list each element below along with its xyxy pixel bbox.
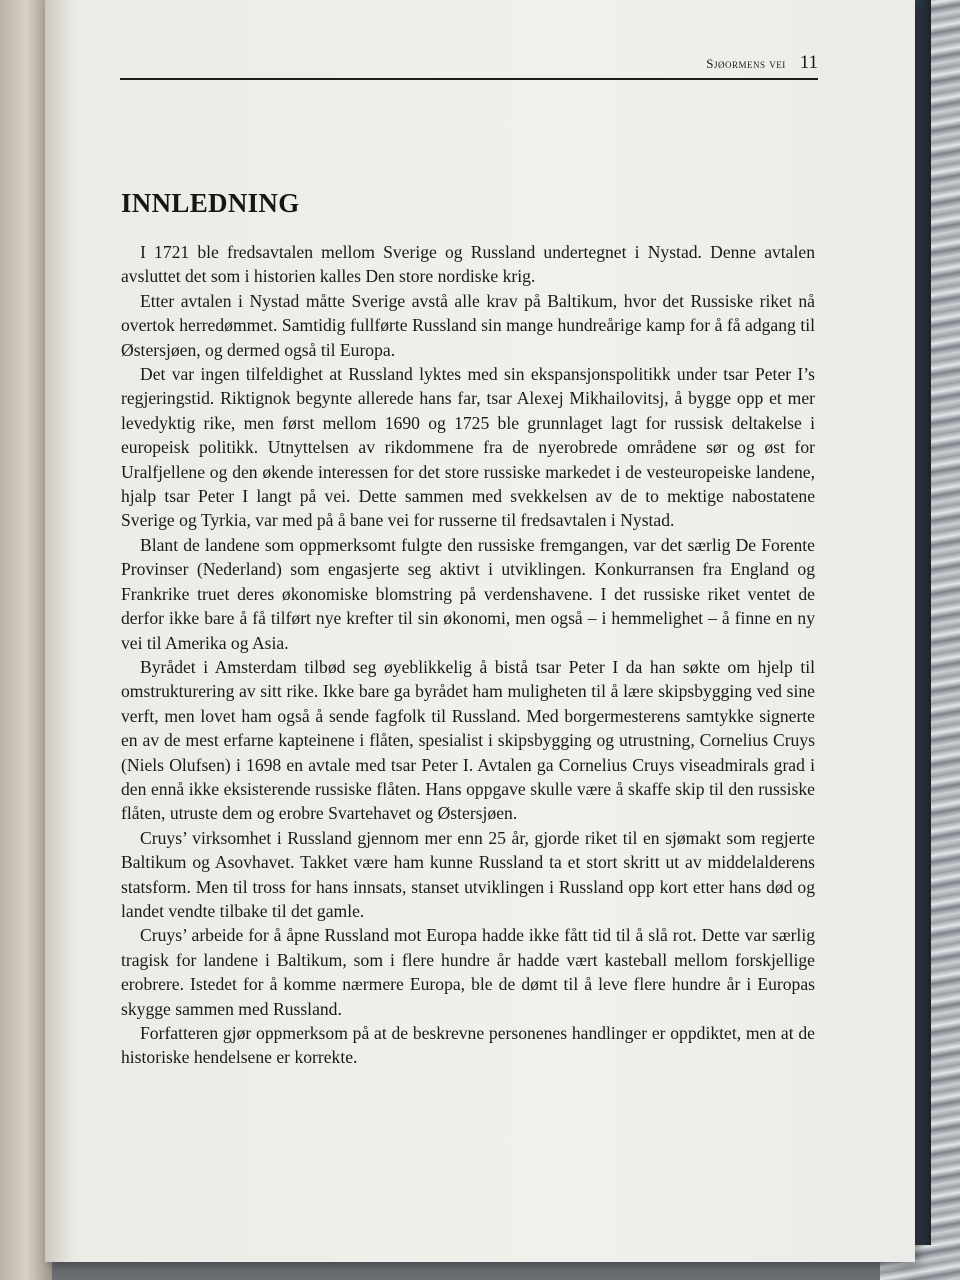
chapter-body	[121, 240, 815, 1070]
paragraph: Blant de landene som oppmerksomt fulgte den russiske fremgangen, var det særlig De Forente Provinser (Nederland) som engasjerte seg aktivt i utviklingen. Konkurransen fra England og Frankrike truet deres økonomiske blomstring på verdenshavene. I det russiske riket ventet de derfor ikke bare å få tilført nye krefter til sin økonomi, men også – i hemmelighet – å finne en ny vei til Amerika og Asia.	[121, 534, 815, 653]
paragraph: Byrådet i Amsterdam tilbød seg øyeblikkelig å bistå tsar Peter I da han søkte om hjelp til omstrukturering av sitt rike. Ikke bare ga byrådet ham muligheten til å lære skipsbygging ved sine verft, men lovet ham også å sende fagfolk til Russland. Med borgermesterens samtykke signerte en av de mest erfarne kapteinene i flåten, spesialist i skipsbygging og utrustning, Cornelius Cruys (Niels Olufsen) i 1698 en avtale med tsar Peter I. Avtalen ga Cornelius Cruys viseadmirals grad i den ennå ikke eksisterende russiske flåten. Hans oppgave skulle være å skaffe skip til den russiske flåten, utruste dem og erobre Svartehavet og Østersjøen.	[121, 656, 815, 824]
paragraph: Etter avtalen i Nystad måtte Sverige avstå alle krav på Baltikum, hvor det Russiske riket nå overtok herredømmet. Samtidig fullførte Russland sin mange hundreårige kamp for å få adgang til Østersjøen, og dermed også til Europa.	[121, 290, 815, 360]
paragraph: Det var ingen tilfeldighet at Russland lyktes med sin ekspansjonspolitikk under tsar Peter I’s regjeringstid. Riktignok begynte allerede hans far, tsar Alexej Mikhailovitsj, å bygge opp et mer levedyktig rike, men først mellom 1690 og 1725 ble grunnlaget lagt for russisk deltakelse i europeisk politikk. Utnyttelsen av rikdommene fra de nyerobrede områdene sør og øst for Uralfjellene og den økende interessen for det store russiske markedet i de vesteuropeiske landene, hjalp tsar Peter I langt på vei. Dette sammen med svekkelsen av de to mektige nabostatene Sverige og Tyrkia, var med på å bane vei for russerne til fredsavtalen i Nystad.	[121, 364, 815, 531]
running-head	[120, 52, 818, 74]
chapter-title: INNLEDNING	[121, 188, 300, 218]
paragraph: I 1721 ble fredsavtalen mellom Sverige og Russland undertegnet i Nystad. Denne avtalen avsluttet det som i historien kalles Den store nordiske krig.	[121, 242, 815, 287]
paragraph: Cruys’ arbeide for å åpne Russland mot Europa hadde ikke fått tid til å slå rot. Dette var særlig tragisk for landene i Baltikum, som i flere hundre år hadde vært kasteball mellom forskjellige erobrere. Istedet for å komme nærmere Europa, ble de dømt til å leve flere hundre år i Europas skygge sammen med Russland.	[121, 925, 815, 1019]
paragraph: Forfatteren gjør oppmerksom på at de beskrevne personenes handlinger er oppdiktet, men at de historiske hendelsene er korrekte.	[121, 1023, 815, 1068]
page-number: 11	[799, 52, 818, 73]
header-rule	[120, 78, 818, 80]
running-title: Sjøormens vei	[706, 56, 786, 71]
paragraph: Cruys’ virksomhet i Russland gjennom mer enn 25 år, gjorde riket til en sjømakt som regjerte Baltikum og Asovhavet. Takket være ham kunne Russland ta et stort skritt ut av middelalderens statsform. Men til tross for hans innsats, stanset utviklingen i Russland opp kort etter hans død og landet vendte tilbake til det gamle.	[121, 827, 815, 921]
